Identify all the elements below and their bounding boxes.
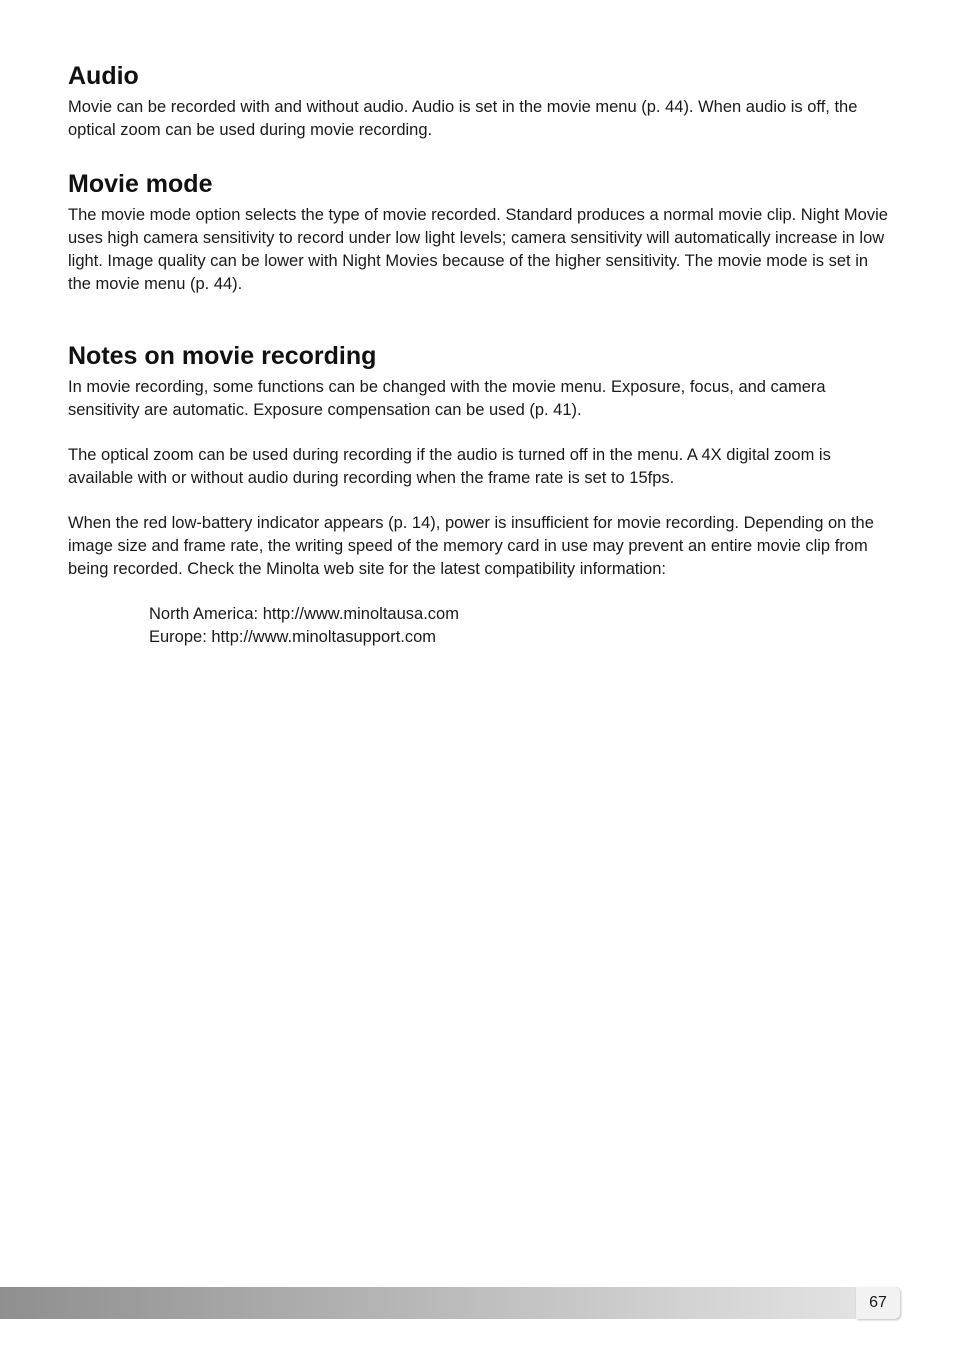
paragraph-notes-3: When the red low-battery indicator appears (p. 14), power is insufficient for movie recording. Depending on the image size and frame rate, the writing speed of the memory card in use may prevent an entire movie clip from being recorded. Check the Minolta web site for the latest compatibility information:: [68, 514, 874, 578]
section-notes: [68, 340, 890, 649]
link-europe: Europe: http://www.minoltasupport.com: [149, 628, 437, 646]
paragraph-notes-1: In movie recording, some functions can be changed with the movie menu. Exposure, focus, and camera sensitivity are automatic. Exposure compensation can be used (p. 41).: [68, 378, 826, 419]
heading-audio: Audio: [68, 62, 139, 90]
page-content: [68, 60, 890, 649]
paragraph-notes-2: The optical zoom can be used during recording if the audio is turned off in the menu. A 4X digital zoom is available with or without audio during recording when the frame rate is set to 15fps.: [68, 446, 831, 487]
heading-notes: Notes on movie recording: [68, 342, 377, 370]
paragraph-audio: Movie can be recorded with and without audio. Audio is set in the movie menu (p. 44). When audio is off, the optical zoom can be used during movie recording.: [68, 98, 858, 139]
page-number-tab: [856, 1287, 900, 1319]
website-list: [68, 603, 890, 649]
section-audio: [68, 60, 890, 142]
heading-movie-mode: Movie mode: [68, 170, 213, 198]
footer-bar: [0, 1287, 900, 1319]
paragraph-movie-mode: The movie mode option selects the type of movie recorded. Standard produces a normal movie clip. Night Movie uses high camera sensitivity to record under low light levels; camera sensitivity will automatically increase in low light. Image quality can be lower with Night Movies because of the higher sensitivity. The movie mode is set in the movie menu (p. 44).: [68, 206, 888, 293]
page-number: 67: [869, 1294, 887, 1311]
link-north-america: North America: http://www.minoltausa.com: [149, 605, 459, 623]
section-movie-mode: [68, 168, 890, 296]
